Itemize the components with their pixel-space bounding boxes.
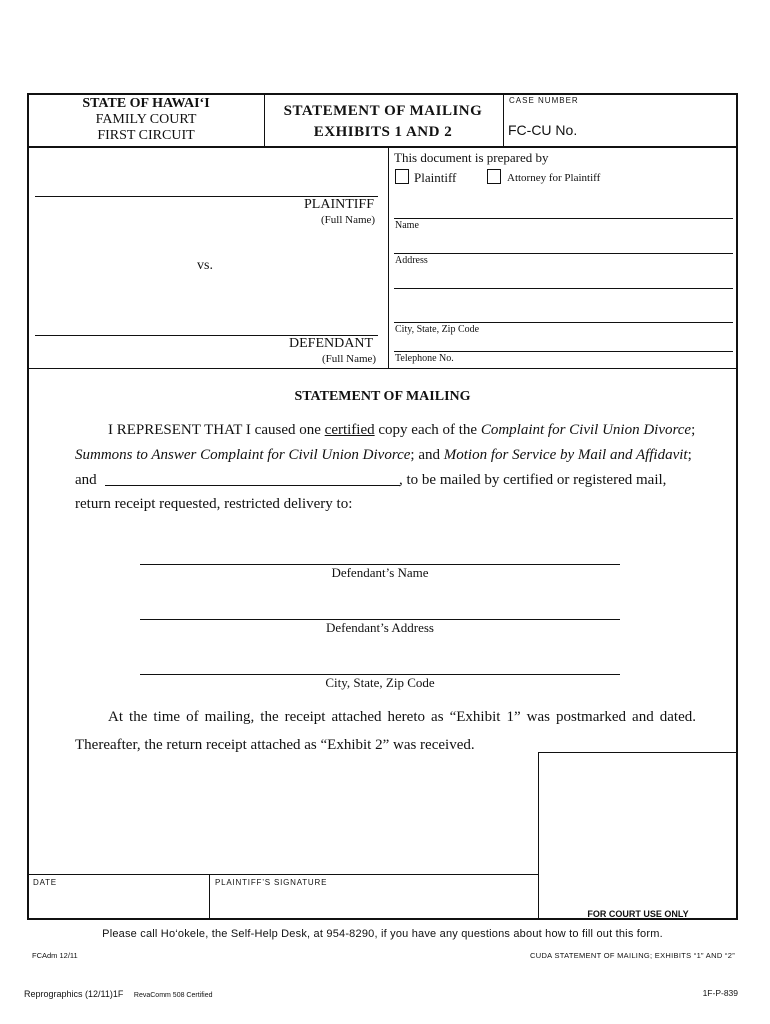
- defendant-mail-city-field[interactable]: [140, 652, 620, 673]
- name-line: [394, 218, 733, 219]
- court-name: FAMILY COURT: [95, 112, 197, 127]
- address-label: Address: [395, 255, 428, 266]
- signature-row-top: [27, 874, 538, 875]
- circuit-name: FIRST CIRCUIT: [97, 128, 195, 143]
- certified-word: certified: [324, 422, 375, 438]
- party-bottom-divider: [27, 368, 738, 369]
- party-divider: [388, 146, 389, 368]
- other-documents-line: [105, 485, 400, 486]
- court-use-label: FOR COURT USE ONLY: [587, 909, 689, 919]
- preparer-city-field[interactable]: [394, 300, 733, 321]
- preparer-address-field-2[interactable]: [394, 266, 733, 287]
- phone-line: [394, 351, 733, 352]
- defendant-address-label: Defendant’s Address: [326, 620, 434, 635]
- preparer-address-field[interactable]: [394, 231, 733, 252]
- signature-label: PLAINTIFF’S SIGNATURE: [215, 878, 328, 887]
- case-number-prefix: FC-CU No.: [508, 122, 578, 138]
- title-line-1: STATEMENT OF MAILING: [283, 103, 483, 119]
- statement-text-b: copy each of the: [374, 422, 481, 438]
- plaintiff-sub-label: (Full Name): [321, 214, 376, 226]
- form-number: 1F-P-839: [702, 988, 738, 998]
- defendant-sub-label: (Full Name): [322, 353, 377, 365]
- name-label: Name: [395, 220, 419, 231]
- versus-label: vs.: [197, 258, 213, 273]
- city-label: City, State, Zip Code: [395, 324, 480, 335]
- statement-line-1: [108, 418, 695, 443]
- case-number-label: CASE NUMBER: [509, 96, 579, 105]
- date-field[interactable]: [30, 890, 206, 918]
- statement-text-d: ; and: [410, 447, 444, 463]
- form-title-footer: CUDA STATEMENT OF MAILING; EXHIBITS “1” AND “2”: [530, 951, 735, 960]
- attorney-checkbox[interactable]: [487, 169, 501, 184]
- plaintiff-label: PLAINTIFF: [304, 197, 375, 212]
- address-line-2: [394, 288, 733, 289]
- header-divider: [27, 146, 738, 148]
- defendant-mail-address-field[interactable]: [140, 597, 620, 618]
- city-line: [394, 322, 733, 323]
- plaintiff-checkbox[interactable]: [395, 169, 409, 184]
- signature-field[interactable]: [212, 890, 536, 918]
- defendant-city-label: City, State, Zip Code: [325, 675, 435, 690]
- revacomm-label: RevaComm 508 Certified: [133, 992, 213, 999]
- preparer-phone-field[interactable]: [520, 332, 733, 350]
- repro-code: Reprographics (12/11)1F: [24, 989, 124, 999]
- court-use-box: [538, 752, 738, 920]
- defendant-label: DEFENDANT: [289, 336, 373, 351]
- phone-label: Telephone No.: [395, 353, 454, 364]
- statement-text-e: ;: [687, 447, 692, 463]
- defendant-mail-name-field[interactable]: [140, 542, 620, 563]
- defendant-name-field[interactable]: [35, 311, 378, 333]
- and-label: and: [75, 472, 97, 488]
- title-line-2: EXHIBITS 1 AND 2: [313, 124, 453, 140]
- plaintiff-option-label: Plaintiff: [414, 170, 457, 185]
- signature-row-divider: [209, 874, 210, 920]
- document-title: [266, 101, 500, 143]
- preparer-heading: This document is prepared by: [394, 150, 549, 165]
- statement-text-a: I REPRESENT THAT I caused one: [108, 422, 325, 438]
- other-documents-field[interactable]: [105, 465, 400, 484]
- court-identity: [30, 96, 262, 144]
- exhibit-statement-line-2: Thereafter, the return receipt attached as “Exhibit 2” was received.: [75, 737, 475, 753]
- case-number-field[interactable]: [580, 118, 730, 140]
- date-label: DATE: [33, 878, 57, 887]
- help-desk-notice: Please call Ho‘okele, the Self-Help Desk, at 954-8290, if you have any questions about how to fill out this form.: [102, 928, 663, 940]
- address-line: [394, 253, 733, 254]
- statement-text-f: , to be mailed by certified or registered mail,: [399, 472, 667, 488]
- plaintiff-name-field[interactable]: [35, 172, 378, 194]
- document-motion: Motion for Service by Mail and Affidavit: [443, 447, 688, 463]
- attorney-option-label: Attorney for Plaintiff: [507, 172, 601, 184]
- exhibit-statement-line-1: At the time of mailing, the receipt attached hereto as “Exhibit 1” was postmarked and dated.: [108, 709, 696, 725]
- document-complaint: Complaint for Civil Union Divorce: [480, 422, 692, 438]
- statement-text-g: return receipt requested, restricted delivery to:: [75, 496, 353, 512]
- defendant-name-label: Defendant’s Name: [331, 565, 429, 580]
- header-divider-right: [503, 93, 504, 146]
- section-heading: STATEMENT OF MAILING: [294, 389, 471, 404]
- preparer-name-field[interactable]: [394, 196, 733, 217]
- form-code: FCAdm 12/11: [32, 951, 78, 960]
- reprographics-label: [24, 989, 213, 999]
- header-divider-left: [264, 93, 265, 146]
- document-summons: Summons to Answer Complaint for Civil Union Divorce: [75, 447, 411, 463]
- statement-text-c: ;: [691, 422, 696, 438]
- state-name: STATE OF HAWAI‘I: [82, 96, 210, 111]
